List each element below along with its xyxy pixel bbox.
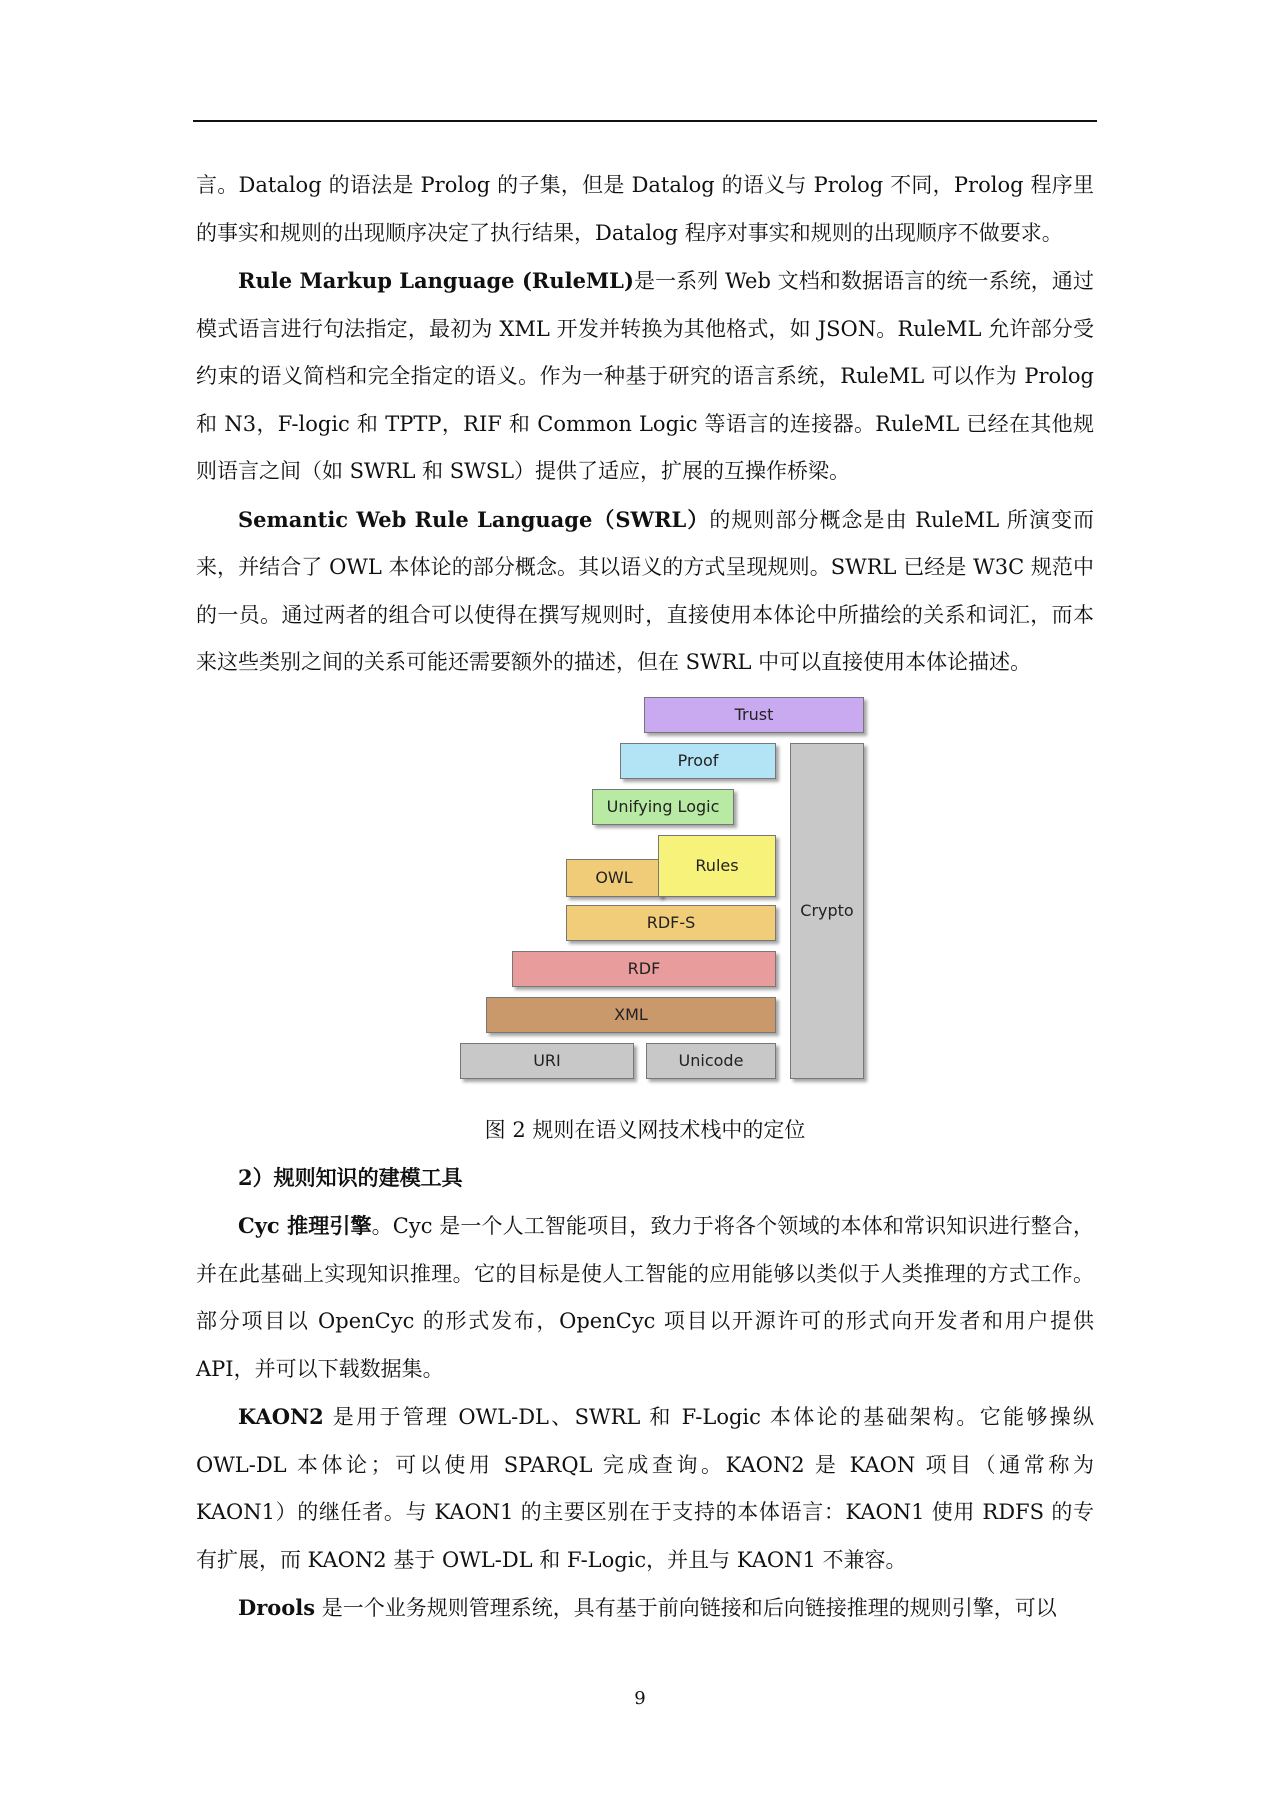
text-span: 是一个业务规则管理系统，具有基于前向链接和后向链接推理的规则引擎，可以 bbox=[315, 1596, 1057, 1620]
term-kaon2: KAON2 bbox=[238, 1404, 324, 1429]
term-cyc: Cyc 推理引擎 bbox=[238, 1213, 372, 1238]
section-heading: 2）规则知识的建模工具 bbox=[238, 1164, 463, 1190]
paragraph-ruleml bbox=[196, 257, 1094, 496]
block-rules: Rules bbox=[658, 835, 776, 897]
block-owl: OWL bbox=[566, 859, 662, 897]
block-proof: Proof bbox=[620, 743, 776, 779]
block-trust: Trust bbox=[644, 697, 864, 733]
text-span: 言。Datalog 的语法是 Prolog 的子集，但是 Datalog 的语义与 Prolog 不同，Prolog 程序里的事实和规则的出现顺序决定了执行结果，Datalog 程序对事实和规则的出现顺序不做要求。 bbox=[196, 173, 1094, 245]
header-rule bbox=[193, 120, 1097, 122]
page-number: 9 bbox=[634, 1688, 646, 1709]
semantic-web-stack-figure bbox=[196, 697, 1094, 1107]
block-uri: URI bbox=[460, 1043, 634, 1079]
block-rdf: RDF bbox=[512, 951, 776, 987]
block-xml: XML bbox=[486, 997, 776, 1033]
term-swrl: Semantic Web Rule Language（SWRL） bbox=[238, 506, 710, 532]
term-drools: Drools bbox=[238, 1595, 316, 1620]
figure-caption: 图 2 规则在语义网技术栈中的定位 bbox=[484, 1117, 806, 1142]
text-span: 的规则部分概念是由 RuleML 所演变而来，并结合了 OWL 本体论的部分概念。其以语义的方式呈现规则。SWRL 已经是 W3C 规范中的一员。通过两者的组合可以使得在撰写规则时，直接使用本体论中所描绘的关系和词汇，而本来这些类别之间的关系可能还需要额外的描述，但在 SWRL 中可以直接使用本体论描述。 bbox=[196, 507, 1094, 674]
text-span: 。Cyc 是一个人工智能项目，致力于将各个领域的本体和常识知识进行整合，并在此基础上实现知识推理。它的目标是使人工智能的应用能够以类似于人类推理的方式工作。部分项目以 OpenCyc 的形式发布，OpenCyc 项目以开源许可的形式向开发者和用户提供 API，并可以下载数据集。 bbox=[196, 1214, 1094, 1381]
term-ruleml: Rule Markup Language (RuleML) bbox=[238, 268, 634, 293]
paragraph-drools bbox=[196, 1584, 1094, 1633]
block-rdfs: RDF-S bbox=[566, 905, 776, 941]
block-unifying-logic: Unifying Logic bbox=[592, 789, 734, 825]
paragraph-kaon2 bbox=[196, 1393, 1094, 1584]
paragraph-1 bbox=[196, 162, 1094, 257]
paragraph-swrl bbox=[196, 496, 1094, 687]
block-unicode: Unicode bbox=[646, 1043, 776, 1079]
page-content bbox=[196, 162, 1094, 1633]
text-span: 是用于管理 OWL-DL、SWRL 和 F-Logic 本体论的基础架构。它能够操纵 OWL-DL 本体论；可以使用 SPARQL 完成查询。KAON2 是 KAON 项目（通常称为 KAON1）的继任者。与 KAON1 的主要区别在于支持的本体语言：KAON1 使用 RDFS 的专有扩展，而 KAON2 基于 OWL-DL 和 F-Logic，并且与 KAON1 不兼容。 bbox=[196, 1405, 1094, 1572]
text-span: 是一系列 Web 文档和数据语言的统一系统，通过模式语言进行句法指定，最初为 XML 开发并转换为其他格式，如 JSON。RuleML 允许部分受约束的语义简档和完全指定的语义。作为一种基于研究的语言系统，RuleML 可以作为 Prolog 和 N3，F-logic 和 TPTP，RIF 和 Common Logic 等语言的连接器。RuleML 已经在其他规则语言之间（如 SWRL 和 SWSL）提供了适应，扩展的互操作桥梁。 bbox=[196, 269, 1094, 483]
block-crypto: Crypto bbox=[790, 743, 864, 1079]
paragraph-cyc bbox=[196, 1202, 1094, 1393]
